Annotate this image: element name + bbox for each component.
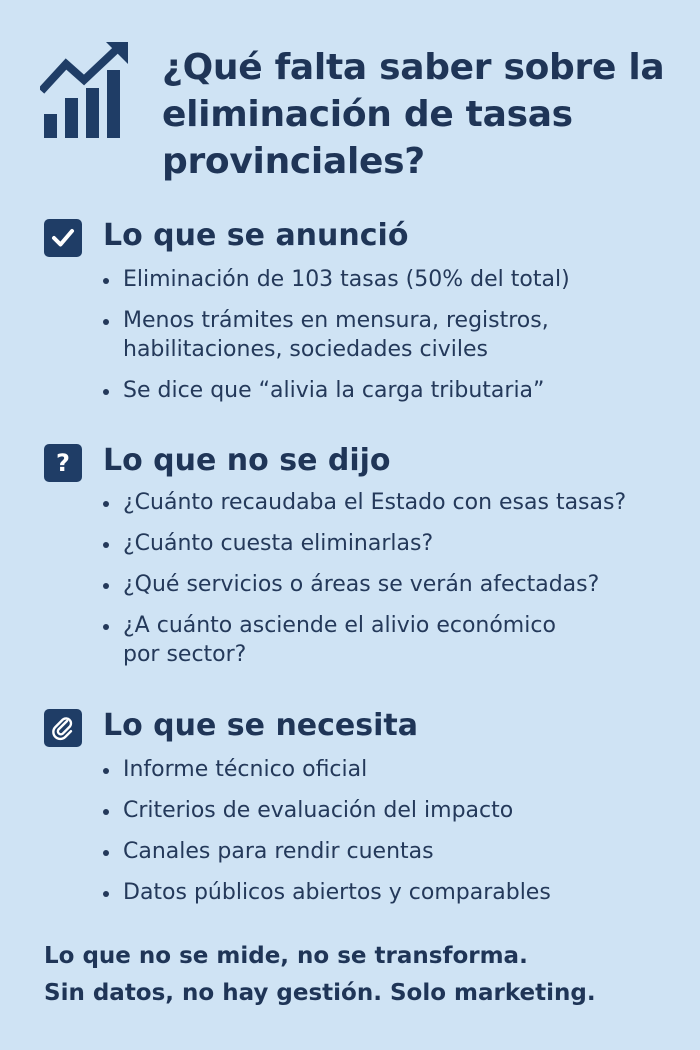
section-needed bbox=[44, 705, 664, 905]
bullet-list bbox=[102, 265, 672, 417]
bullet-list bbox=[102, 488, 672, 681]
section-title: Lo que no se dijo bbox=[103, 443, 391, 478]
list-item: ¿Cuánto recaudaba el Estado con esas tasas? bbox=[102, 488, 672, 517]
list-item: ¿A cuánto asciende el alivio económico por sector? bbox=[102, 611, 672, 669]
bar-chart-trend-up-icon bbox=[40, 40, 134, 140]
closing-line: Sin datos, no hay gestión. Solo marketing. bbox=[44, 980, 596, 1006]
section-header bbox=[44, 440, 664, 482]
section-header bbox=[44, 215, 664, 257]
list-item: Informe técnico oficial bbox=[102, 755, 672, 784]
closing-line: Lo que no se mide, no se transforma. bbox=[44, 943, 528, 969]
section-header bbox=[44, 705, 664, 747]
list-item: ¿Qué servicios o áreas se verán afectadas? bbox=[102, 570, 672, 599]
list-item: ¿Cuánto cuesta eliminarlas? bbox=[102, 529, 672, 558]
paperclip-icon bbox=[44, 709, 82, 747]
header bbox=[40, 40, 670, 190]
question-mark-icon: ? bbox=[44, 444, 82, 482]
list-item: Canales para rendir cuentas bbox=[102, 837, 672, 866]
list-item: Menos trámites en mensura, registros, habilitaciones, sociedades civiles bbox=[102, 306, 672, 364]
page-title: ¿Qué falta saber sobre la eliminación de tasas provinciales? bbox=[162, 47, 665, 182]
bullet-list bbox=[102, 755, 672, 919]
list-item: Eliminación de 103 tasas (50% del total) bbox=[102, 265, 672, 294]
list-item: Criterios de evaluación del impacto bbox=[102, 796, 672, 825]
checkbox-icon bbox=[44, 219, 82, 257]
list-item: Datos públicos abiertos y comparables bbox=[102, 878, 672, 907]
section-not-said bbox=[44, 440, 664, 667]
list-item: Se dice que “alivia la carga tributaria” bbox=[102, 376, 672, 405]
section-title: Lo que se anunció bbox=[103, 218, 409, 253]
closing-statement bbox=[44, 938, 674, 1012]
section-announced bbox=[44, 215, 664, 403]
section-title: Lo que se necesita bbox=[103, 708, 418, 743]
